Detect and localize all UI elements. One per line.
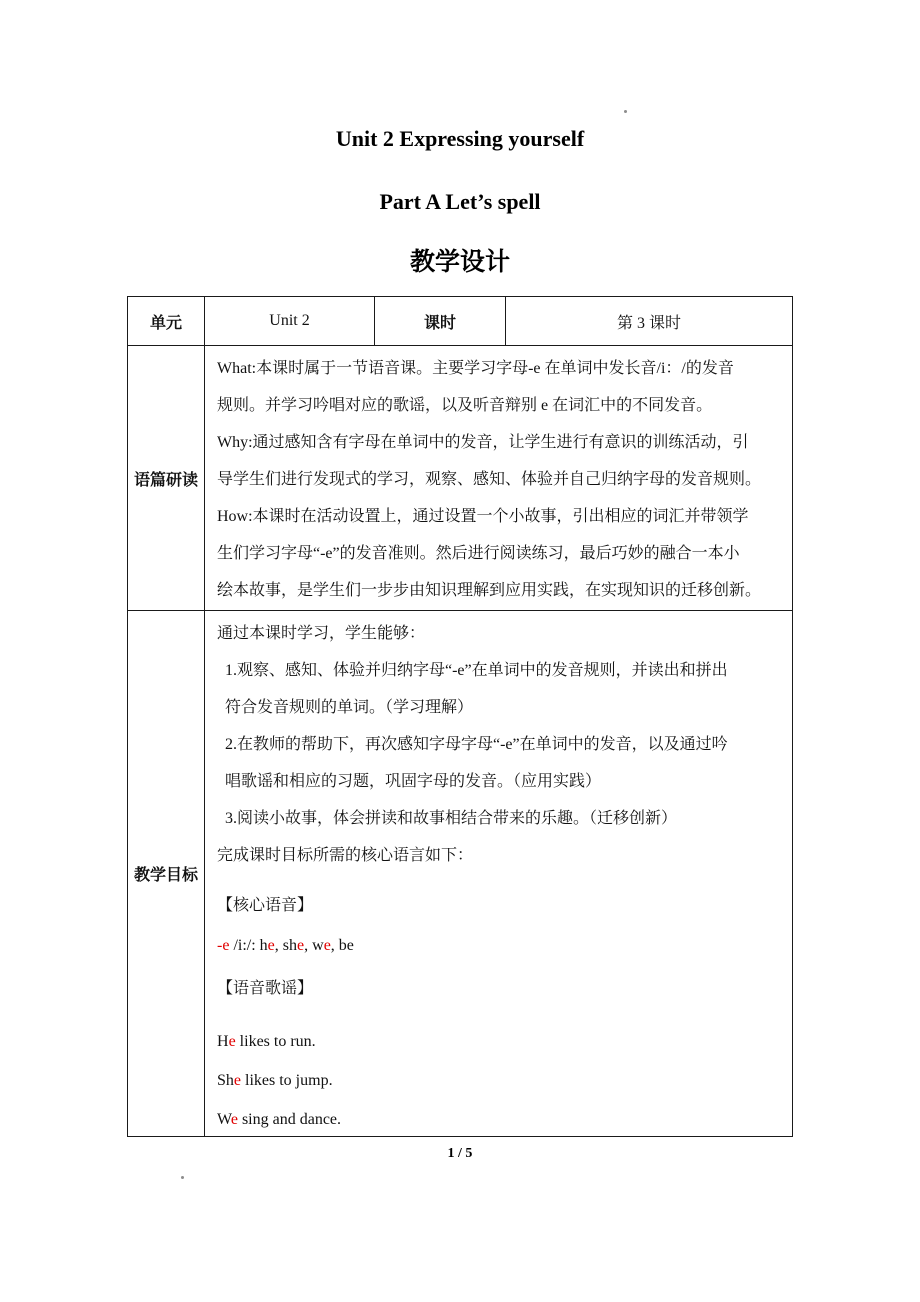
text-segment: Why:通过感知含有字母在单词中的发音，让学生进行有意识的训练活动，引 — [217, 434, 749, 451]
text-segment: 导学生们进行发现式的学习，观察、感知、体验并自己归纳字母的发音规则。 — [217, 471, 762, 488]
paragraph — [217, 1023, 780, 1060]
text-line — [225, 689, 780, 726]
text-segment: How:本课时在活动设置上，通过设置一个小故事，引出相应的词汇并带领学 — [217, 508, 749, 525]
highlighted-letter: -e — [217, 937, 230, 954]
table-row-discourse-analysis — [128, 346, 792, 611]
paragraph — [217, 887, 780, 924]
scan-artifact-dot — [181, 1176, 184, 1179]
text-segment: likes to run. — [235, 1033, 316, 1050]
text-segment: 规则。并学习吟唱对应的歌谣，以及听音辩别 e 在词汇中的不同发音。 — [217, 397, 713, 414]
text-line — [217, 970, 780, 1007]
paragraph — [217, 498, 780, 609]
period-value-cell: 第 3 课时 — [616, 314, 681, 332]
paragraph — [217, 970, 780, 1007]
text-segment: 3.阅读小故事，体会拼读和故事相结合带来的乐趣。（迁移创新） — [225, 810, 678, 827]
paragraph — [217, 1101, 780, 1136]
text-line — [217, 615, 780, 652]
text-line — [217, 350, 780, 387]
unit-header-cell: 单元 — [128, 297, 205, 345]
text-line — [225, 800, 780, 837]
text-segment: What:本课时属于一节语音课。主要学习字母-e 在单词中发长音/i：/的发音 — [217, 360, 734, 377]
text-segment: /i:/: h — [229, 937, 268, 954]
highlighted-letter: e — [323, 937, 331, 954]
text-line — [217, 424, 780, 461]
doc-title-part: Part A Let’s spell — [379, 189, 541, 214]
text-segment: 【语音歌谣】 — [217, 980, 314, 997]
period-header-cell: 课时 — [375, 297, 506, 345]
text-segment: , be — [330, 937, 354, 954]
paragraph — [217, 927, 780, 964]
paragraph — [217, 652, 780, 726]
highlighted-letter: e — [233, 1072, 242, 1089]
table-row-teaching-objectives — [128, 611, 792, 1136]
paragraph — [217, 800, 780, 837]
paragraph — [217, 615, 780, 652]
text-line — [225, 726, 780, 763]
text-line — [217, 1023, 780, 1060]
text-line — [225, 652, 780, 689]
text-segment: 完成课时目标所需的核心语言如下： — [217, 847, 474, 864]
highlighted-letter: e — [297, 937, 305, 954]
scan-artifact-dot — [624, 110, 627, 113]
page-number: 1 / 5 — [447, 1146, 473, 1161]
text-line — [217, 535, 780, 572]
text-line — [217, 1062, 780, 1099]
highlighted-letter: e — [230, 1111, 238, 1128]
row-label-teaching-objectives: 教学目标 — [128, 611, 205, 1136]
lesson-info-table — [127, 296, 793, 1137]
text-segment: 2.在教师的帮助下，再次感知字母字母“-e”在单词中的发音，以及通过吟 — [225, 736, 728, 753]
text-segment: 1.观察、感知、体验并归纳字母“-e”在单词中的发音规则，并读出和拼出 — [225, 662, 728, 679]
row-label-discourse-analysis: 语篇研读 — [128, 346, 205, 610]
doc-title-teaching-design: 教学设计 — [409, 249, 510, 276]
paragraph — [217, 424, 780, 498]
table-header-row — [128, 297, 792, 346]
text-line — [217, 837, 780, 874]
text-segment: 唱歌谣和相应的习题，巩固字母的发音。（应用实践） — [225, 773, 602, 790]
text-segment: likes to jump. — [241, 1072, 333, 1089]
text-line — [217, 1101, 780, 1136]
text-line — [217, 927, 780, 964]
paragraph — [217, 837, 780, 874]
doc-title-unit: Unit 2 Expressing yourself — [335, 126, 585, 151]
text-line — [217, 498, 780, 535]
text-segment: 【核心语音】 — [217, 897, 314, 914]
text-line — [217, 887, 780, 924]
text-segment: Sh — [217, 1072, 234, 1089]
unit-value-cell: Unit 2 — [205, 297, 375, 345]
discourse-analysis-content — [205, 346, 792, 610]
text-line — [217, 461, 780, 498]
text-segment: H — [217, 1033, 229, 1050]
text-line — [217, 572, 780, 609]
text-segment: 生们学习字母“-e”的发音准则。然后进行阅读练习，最后巧妙的融合一本小 — [217, 545, 740, 562]
paragraph — [217, 350, 780, 424]
text-segment: 通过本课时学习，学生能够： — [217, 625, 426, 642]
paragraph — [217, 726, 780, 800]
text-segment: W — [217, 1111, 231, 1128]
paragraph — [217, 1062, 780, 1099]
teaching-objectives-content — [205, 611, 792, 1136]
text-segment: 符合发音规则的单词。（学习理解） — [225, 699, 474, 716]
highlighted-letter: e — [267, 937, 275, 954]
text-segment: , w — [304, 937, 324, 954]
highlighted-letter: e — [228, 1033, 236, 1050]
text-segment: sing and dance. — [237, 1111, 342, 1128]
text-line — [217, 387, 780, 424]
text-segment: 绘本故事，是学生们一步步由知识理解到应用实践，在实现知识的迁移创新。 — [217, 582, 762, 599]
text-line — [225, 763, 780, 800]
text-segment: , sh — [274, 937, 298, 954]
